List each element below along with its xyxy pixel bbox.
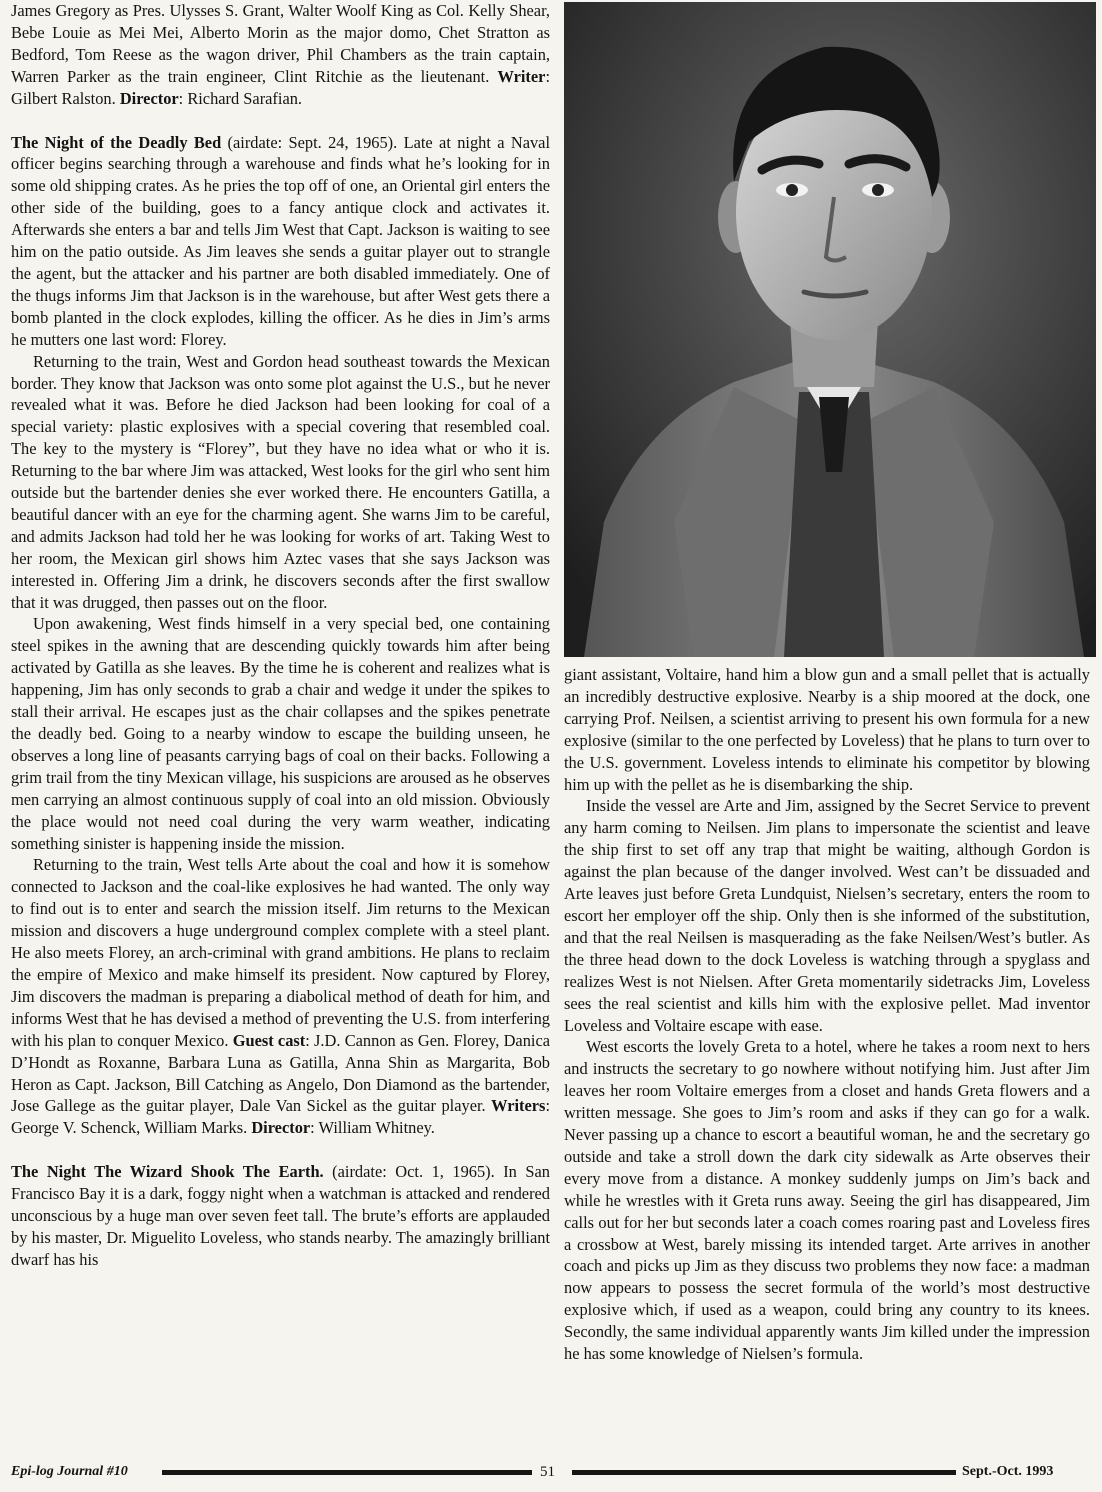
writer-label: Writer (497, 66, 546, 86)
episode1-paragraph-1: The Night of the Deadly Bed (airdate: Sept. 24, 1965). Late at night a Naval officer begins searching through a warehouse and finds what he’s looking for in some old shipping crates. As he pries the top off of one, an Oriental girl enters the other side of the building, goes to a fancy antique clock and activates it. Afterwards she enters a bar and tells Jim West that Capt. Jackson is waiting to see him on the patio outside. As Jim leaves she sends a guitar player out to strangle the agent, but the attacker and his partner are both disabled immediately. One of the thugs informs Jim that Jackson is in the warehouse, but after West gets there a bomb planted in the clock explodes, killing the officer. As he dies in Jim’s arms he mutters one last word: Florey. (11, 132, 551, 349)
intro-credits: James Gregory as Pres. Ulysses S. Grant, Walter Woolf King as Col. Kelly Shear, Bebe Louie as Mei Mei, Alberto Morin as the major domo, Chet Stratton as Bedford, Tom Reese as the wagon driver, Phil Chambers as the train captain, Warren Parker as the train engineer, Clint Ritchie as the lieutenant. Writer: Gilbert Ralston. Director: Richard Sarafian. (11, 1, 550, 108)
episode2-paragraph-3: West escorts the lovely Greta to a hotel, where he takes a room next to hers and instructs the secretary to go nowhere without notifying him. Just after Jim leaves her room Voltaire emerges from a closet and hands Greta flowers and a written message. She goes to Jim’s room and asks if they can go for a walk. Never passing up a chance to escort a beautiful woman, he and the secretary go outside and take a stroll down the dark city sidewalk as Arte observes their every move from a distance. A monkey suddenly jumps on Jim’s back and while he wrestles with it Greta runs away. Seeing the girl has disappeared, Jim calls out for her but seconds later a coach comes roaring past and Loveless fires a crossbow at West, barely missing its intended target. Arte arrives in another coach and picks up Jim as they discuss two problems they now face: a madman now appears to possess the secret formula of the world’s most destructive explosive which, if used as a weapon, could bring any country to its knees. Secondly, the same individual apparently wants Jim killed under the impression he has some knowledge of Nielsen’s formula. (564, 1037, 1090, 1364)
footer-issue-date: Sept.-Oct. 1993 (962, 1464, 1054, 1479)
left-column (11, 0, 550, 1271)
episode1-title: The Night of the Deadly Bed (11, 132, 222, 152)
episode1-paragraph-3: Upon awakening, West finds himself in a very special bed, one containing steel spikes in the awning that are descending quickly towards him after being activated by Gatilla as she leaves. By the time he is coherent and realizes what is happening, Jim has only seconds to grab a chair and wedge it under the spikes to stall their arrival. He escapes just as the chair collapses and the spikes penetrate the deadly bed. Going to a nearby window to escape the building unseen, he observes a long line of peasants carrying bags of coal on their backs. Following a grim trail from the tiny Mexican village, his suspicions are aroused as he observes men carrying an almost continuous supply of coal into an old mission. Obviously the place would not need coal during the very warm weather, indicating something sinister is happening inside the mission. (11, 614, 550, 853)
page-footer (0, 1462, 1102, 1486)
footer-journal-title: Epi-log Journal #10 (11, 1464, 128, 1479)
footer-rule-left (162, 1470, 532, 1475)
episode1-paragraph-4: Returning to the train, West tells Arte about the coal and how it is somehow connected to Jackson and the coal-like explosives he had wanted. The only way to find out is to enter and search the mission itself. Jim returns to the Mexican mission and discovers a huge underground complex complete with a steel plant. He also meets Florey, an arch-criminal with grand ambitions. He plans to reclaim the empire of Mexico and make himself its president. Now captured by Florey, Jim discovers the madman is preparing a diabolical method of death for him, and informs West that he has devised a method of preventing the U.S. from interfering with his plan to conquer Mexico. Guest cast: J.D. Cannon as Gen. Florey, Danica D’Hondt as Roxanne, Barbara Luna as Gatilla, Anna Shin as Margarita, Bob Heron as Capt. Jackson, Bill Catching as Angelo, Don Diamond as the bartender, Jose Gallege as the guitar player, Dale Van Sickel as the guitar player. Writers: George V. Schenck, William Marks. Director: William Whitney. (11, 855, 551, 1138)
right-column (564, 664, 1090, 1365)
episode1-paragraph-2: Returning to the train, West and Gordon head southeast towards the Mexican border. They know that Jackson was onto some plot against the U.S., but he never revealed what it was. Before he died Jackson had been looking for coal of a special variety: plastic explosives with a special covering that resembled coal. The key to the mystery is “Florey”, but they have no idea what or who it is. Returning to the bar where Jim was attacked, West looks for the girl who sent him outside but the bartender denies she ever worked there. He encounters Gatilla, a beautiful dancer with an eye for the charming agent. She warns Jim to be careful, and admits Jackson had told her he was looking for works of art. Taking West to her room, the Mexican girl shows him Aztec vases that she says Jackson was interested in. Offering Jim a drink, he discovers seconds after the first swallow that it was drugged, then passes out on the floor. (11, 351, 550, 612)
page-number: 51 (540, 1464, 555, 1480)
portrait-photo (564, 2, 1096, 657)
director-label: Director (119, 88, 179, 108)
episode2-title: The Night The Wizard Shook The Earth. (11, 1162, 324, 1182)
director-label: Director (251, 1118, 311, 1138)
episode2-paragraph-1: The Night The Wizard Shook The Earth. (airdate: Oct. 1, 1965). In San Francisco Bay it is a dark, foggy night when a watchman is attacked and rendered unconscious by a huge man over seven feet tall. The brute’s efforts are applauded by his master, Dr. Miguelito Loveless, who stands nearby. The amazingly brilliant dwarf has his (11, 1162, 550, 1269)
writers-label: Writers (491, 1096, 546, 1116)
episode2-paragraph-2: Inside the vessel are Arte and Jim, assigned by the Secret Service to prevent any harm coming to Neilsen. Jim plans to impersonate the scientist and leave the ship first to set off any trap that might be waiting, although Gordon is against the plan because of the danger involved. West can’t be dissuaded and Arte leaves just before Greta Lundquist, Nielsen’s secretary, enters the room to escort her employer off the ship. Only then is she informed of the substitution, and that the real Neilsen is masquerading as the fake Neilsen/West’s butler. As the three head down to the dock Loveless is watching through a spyglass and realizes West is not Nielsen. After Greta momentarily sidetracks Jim, Loveless sees the real scientist and kills him with the explosive pellet. Mad inventor Loveless and Voltaire escape with ease. (564, 796, 1090, 1035)
footer-rule-right (572, 1470, 956, 1475)
guest-cast-label: Guest cast (232, 1030, 306, 1050)
episode2-continuation: giant assistant, Voltaire, hand him a blow gun and a small pellet that is actually an incredibly destructive explosive. Nearby is a ship moored at the dock, one carrying Prof. Neilsen, a scientist arriving to present his own formula for a new explosive (similar to the one perfected by Loveless) that he plans to turn over to the U.S. government. Loveless intends to eliminate his competitor by blowing him up with the pellet as he is disembarking the ship. (564, 665, 1090, 794)
portrait-illustration (564, 2, 1096, 657)
